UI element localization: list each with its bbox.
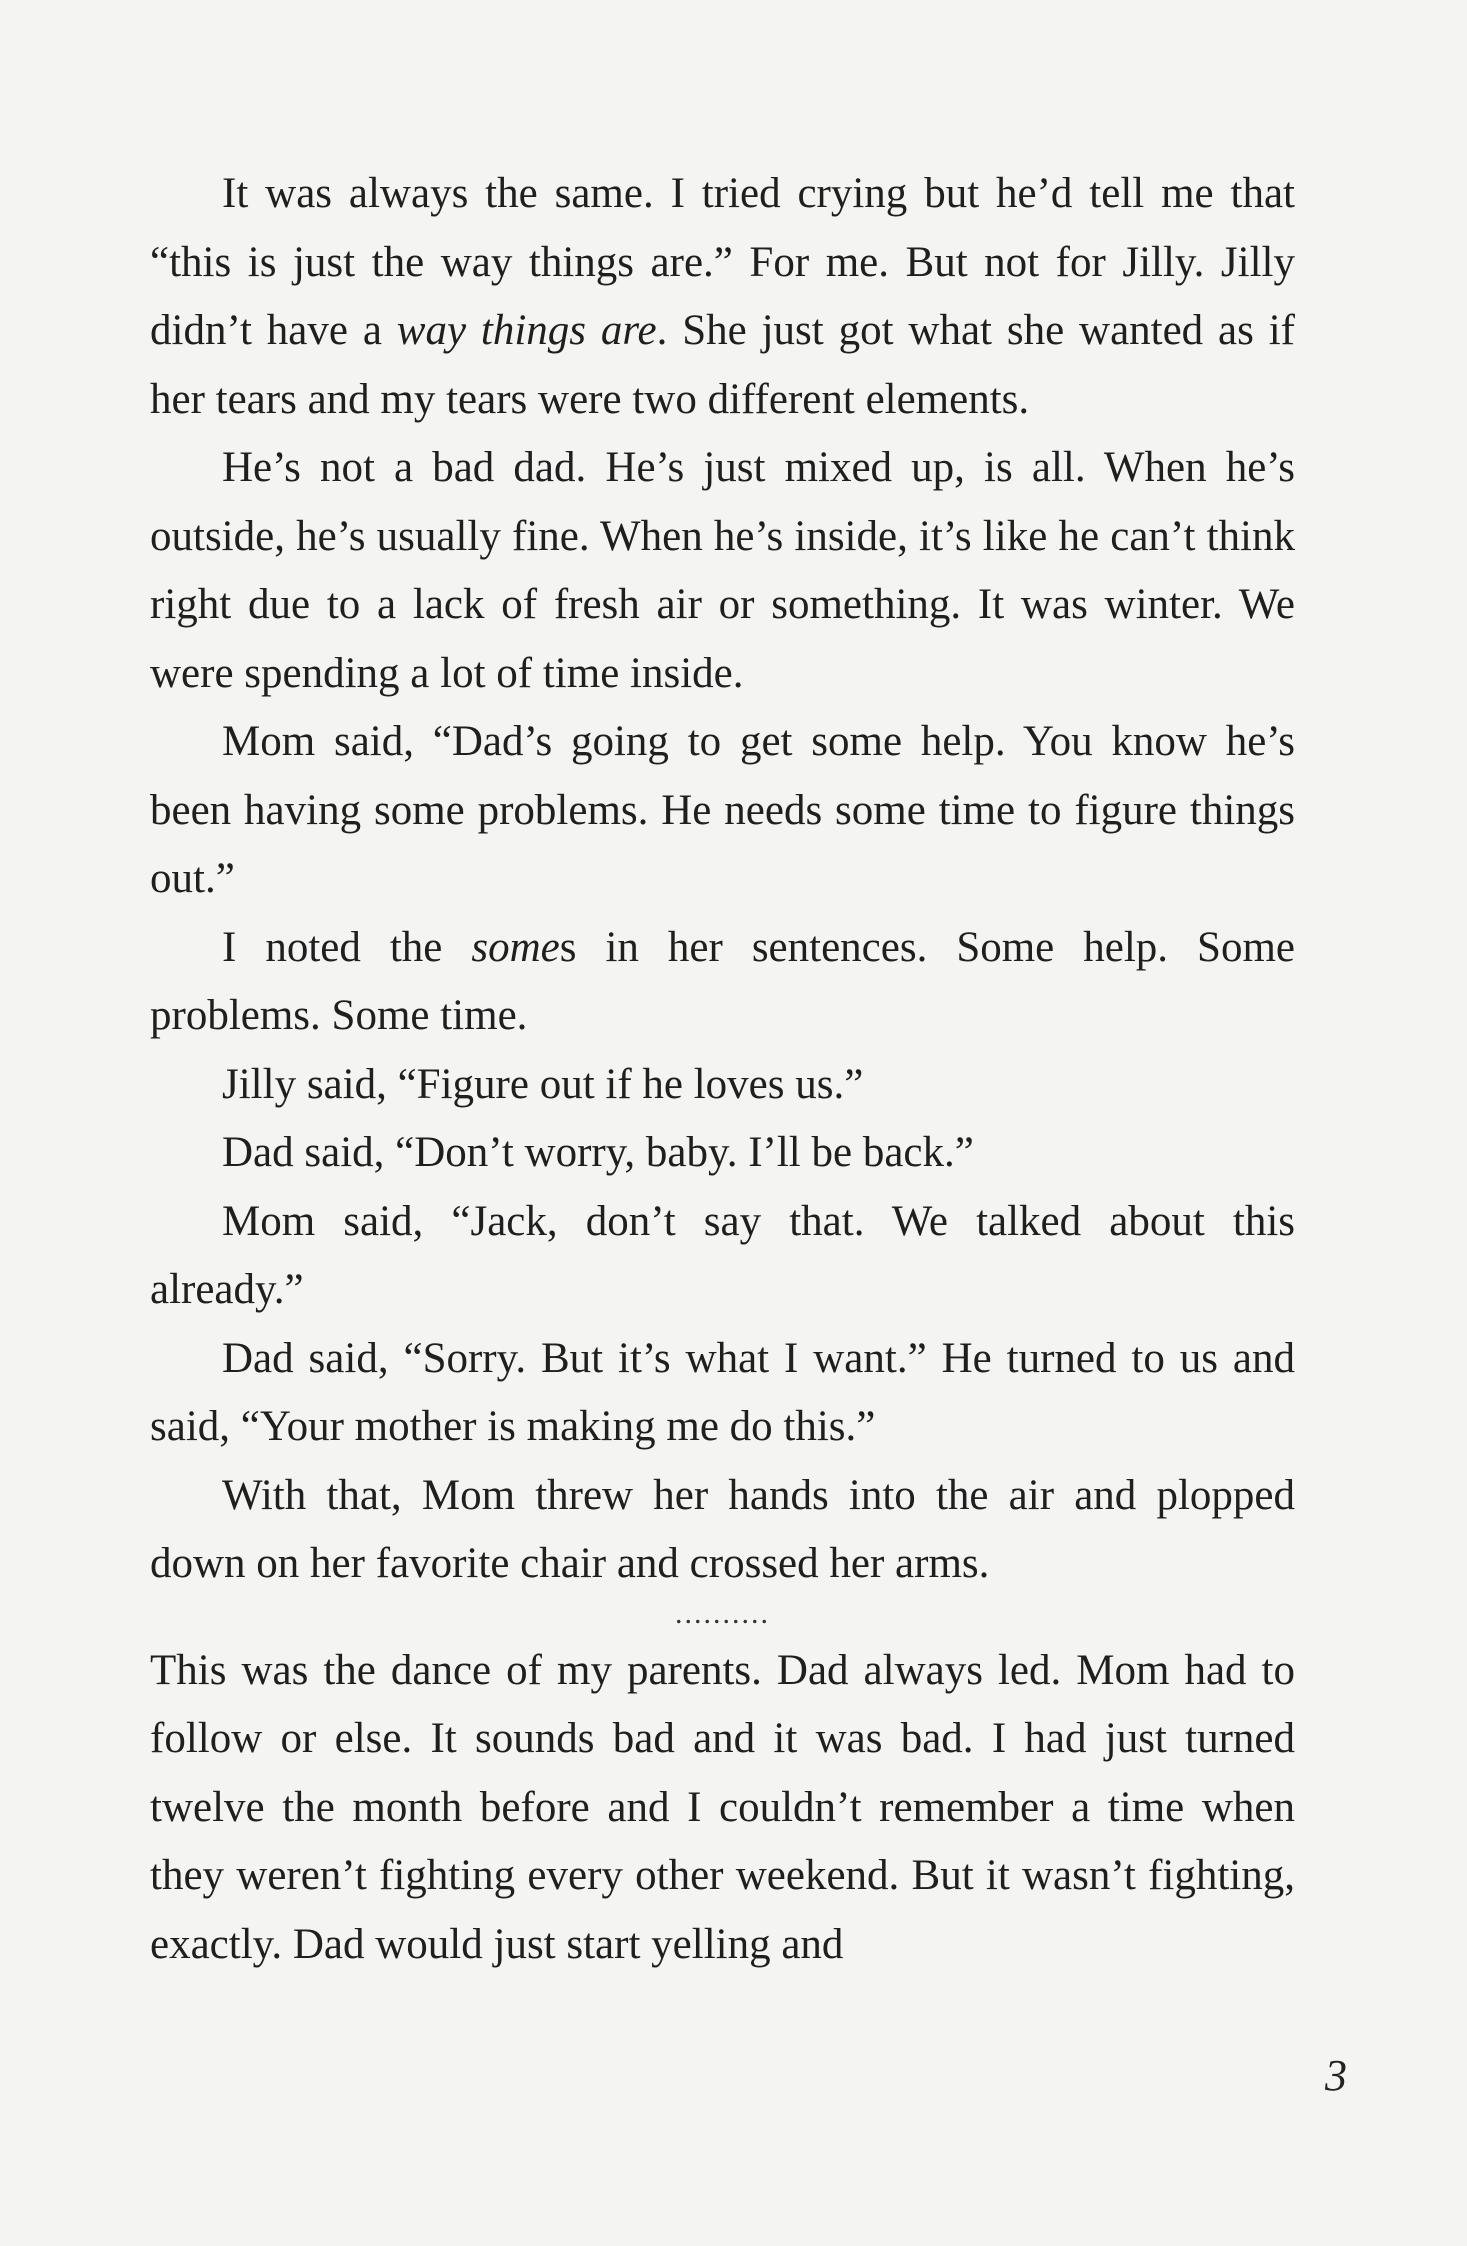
scene-break: .......... bbox=[675, 1596, 770, 1630]
paragraph-3: Mom said, “Dad’s going to get some help. You know he’s been having some problems. He needs some time to figure things out.” bbox=[150, 718, 1295, 902]
paragraph-10: This was the dance of my parents. Dad always led. Mom had to follow or else. It sounds bad and it was bad. I had just turned twelve the month before and I couldn’t remember a time when they weren’t fighting every other weekend. But it wasn’t fighting, exactly. Dad would just start yelling and bbox=[150, 1646, 1295, 1968]
page-number: 3 bbox=[1325, 2051, 1347, 2100]
paragraph-1-italic: way things are bbox=[396, 307, 657, 354]
paragraph-2: He’s not a bad dad. He’s just mixed up, is all. When he’s outside, he’s usually fine. When he’s inside, it’s like he can’t think right due to a lack of fresh air or something. It was winter. We were spending a lot of time inside. bbox=[150, 444, 1295, 697]
paragraph-7: Mom said, “Jack, don’t say that. We talked about this already.” bbox=[150, 1197, 1295, 1313]
paragraph-5: Jilly said, “Figure out if he loves us.” bbox=[222, 1060, 864, 1108]
paragraph-1-text-b: . She just got what she wanted as if her tears and my tears were two different elements. bbox=[150, 307, 1295, 423]
paragraph-6: Dad said, “Don’t worry, baby. I’ll be back.” bbox=[222, 1129, 974, 1176]
paragraph-1-text-a: It was always the same. I tried crying but he’d tell me that “this is just the way things are.” For me. But not for Jilly. Jilly didn’t have a bbox=[150, 170, 1295, 354]
paragraph-9: With that, Mom threw her hands into the air and plopped down on her favorite chair and crossed her arms. bbox=[150, 1471, 1295, 1587]
paragraph-8: Dad said, “Sorry. But it’s what I want.” He turned to us and said, “Your mother is making me do this.” bbox=[150, 1334, 1295, 1450]
paragraph-4 bbox=[150, 914, 1295, 1051]
paragraph-4-italic: some bbox=[471, 923, 560, 971]
book-page bbox=[150, 160, 1295, 1979]
paragraph-4-text-b: s in her sentences. Some help. Some problems. Some time. bbox=[150, 923, 1295, 1039]
paragraph-4-text-a: I noted the bbox=[222, 923, 472, 971]
paragraph-1 bbox=[150, 160, 1295, 434]
